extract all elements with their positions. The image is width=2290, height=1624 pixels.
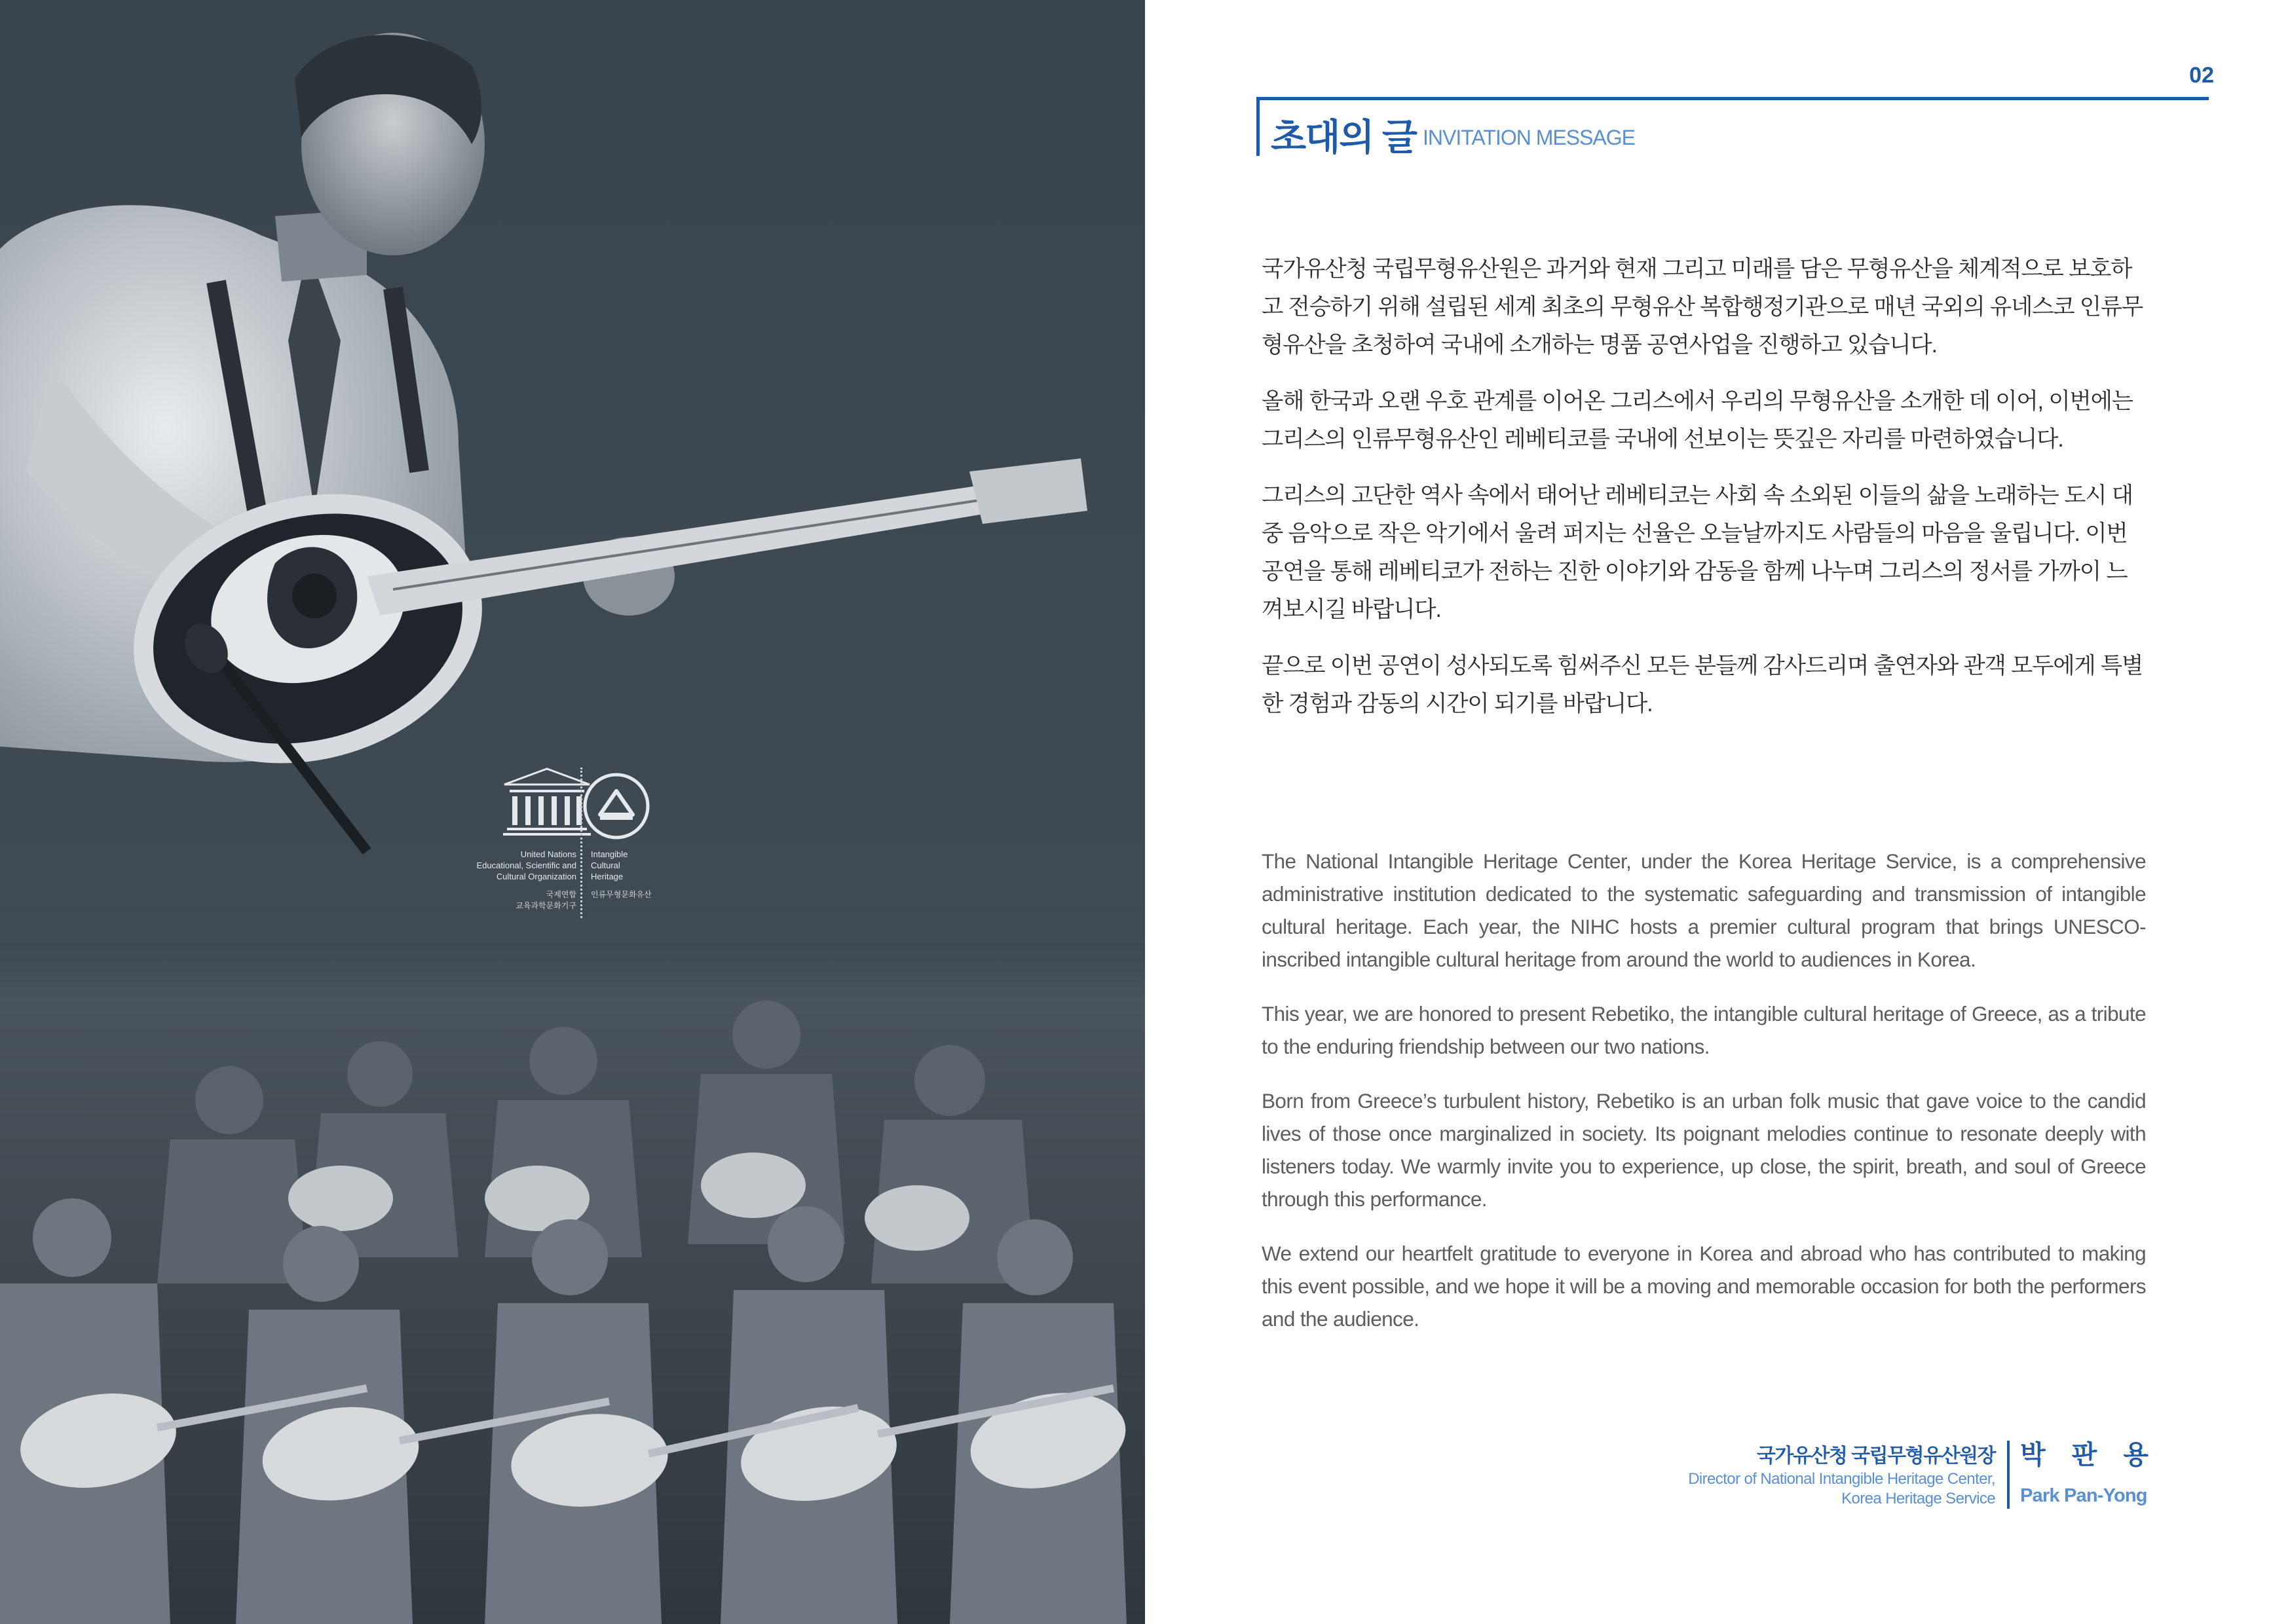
unesco-line: United Nations	[520, 849, 576, 859]
ich-line: Cultural	[591, 860, 620, 870]
ich-name	[591, 849, 669, 882]
page-number: 02	[2189, 63, 2214, 88]
signatory-title-en	[1638, 1469, 1995, 1509]
page-title-en: INVITATION MESSAGE	[1423, 126, 1635, 149]
rebetiko-ensemble-photo	[0, 891, 1145, 1624]
signatory-title-kr: 국가유산청 국립무형유산원장	[1756, 1445, 1995, 1467]
signatory-title-line: Korea Heritage Service	[1841, 1490, 1995, 1507]
header-accent-bar	[1256, 97, 1260, 156]
unesco-kr-line: 국제연합	[546, 890, 576, 899]
english-paragraph: We extend our heartfelt gratitude to everyone in Korea and abroad who has contributed to making this event possible, and we hope it will be a moving and memorable occasion for both the performers and the audience.	[1262, 1242, 2146, 1331]
english-paragraph: Born from Greece’s turbulent history, Rebetiko is an urban folk music that gave voice to the candid lives of those once marginalized in society. Its poignant melodies continue to resonate deeply with listeners today. We warmly invite you to experience, up close, the spirit, breath, and soul of Greece through this performance.	[1262, 1089, 2146, 1211]
intangible-heritage-icon	[580, 770, 652, 842]
signature-divider	[2007, 1441, 2010, 1509]
unesco-org-name	[432, 849, 576, 882]
english-paragraph: This year, we are honored to present Rebetiko, the intangible cultural heritage of Greece, as a tribute to the enduring friendship between our two nations.	[1262, 1002, 2146, 1058]
english-paragraph: The National Intangible Heritage Center, under the Korea Heritage Service, is a comprehensive administrative institution dedicated to the systematic safeguarding and transmission of intangible cultural heritage. Each year, the NIHC hosts a premier cultural program that brings UNESCO-inscribed intangible cultural heritage from around the world to audiences in Korea.	[1262, 849, 2146, 971]
ich-line: Heritage	[591, 872, 624, 881]
korean-paragraph: 올해 한국과 오랜 우호 관계를 이어온 그리스에서 우리의 무형유산을 소개한 데 이어, 이번에는 그리스의 인류무형유산인 레베티코를 국내에 선보이는 뜻깊은 자리를 마련하였습니다.	[1262, 389, 2133, 452]
korean-message	[1262, 250, 2146, 741]
korean-paragraph: 끝으로 이번 공연이 성사되도록 힘써주신 모든 분들께 감사드리며 출연자와 관객 모두에게 특별한 경험과 감동의 시간이 되기를 바랍니다.	[1262, 654, 2143, 716]
unesco-org-name-kr	[432, 889, 576, 912]
korean-paragraph: 국가유산청 국립무형유산원은 과거와 현재 그리고 미래를 담은 무형유산을 체계적으로 보호하고 전승하기 위해 설립된 세계 최초의 무형유산 복합행정기관으로 매년 국외의 유네스코 인류무형유산을 초청하여 국내에 소개하는 명품 공연사업을 진행하고 있습니다.	[1262, 257, 2143, 358]
signatory-name-kr: 박 판 용	[2020, 1441, 2149, 1469]
signatory-name-en: Park Pan-Yong	[2020, 1485, 2147, 1506]
ich-line: Intangible	[591, 849, 628, 859]
signatory-title-line: Director of National Intangible Heritage Center,	[1688, 1470, 1995, 1488]
ich-name-kr: 인류무형문화유산	[591, 890, 652, 899]
header-rule	[1256, 97, 2209, 100]
korean-paragraph: 그리스의 고단한 역사 속에서 태어난 레베티코는 사회 속 소외된 이들의 삶을 노래하는 도시 대중 음악으로 작은 악기에서 울려 퍼지는 선율은 오늘날까지도 사람들의 마음을 울립니다. 이번 공연을 통해 레베티코가 전하는 진한 이야기와 감동을 함께 나누며 그리스의 정서를 가까이 느껴보시길 바랍니다.	[1262, 483, 2133, 622]
unesco-line: Educational, Scientific and	[476, 860, 576, 870]
unesco-kr-line: 교육과학문화기구	[516, 901, 576, 910]
english-message	[1262, 845, 2146, 1357]
page-title-kr: 초대의 글	[1271, 117, 1416, 158]
unesco-emblem-block	[452, 767, 668, 925]
unesco-line: Cultural Organization	[496, 872, 576, 881]
